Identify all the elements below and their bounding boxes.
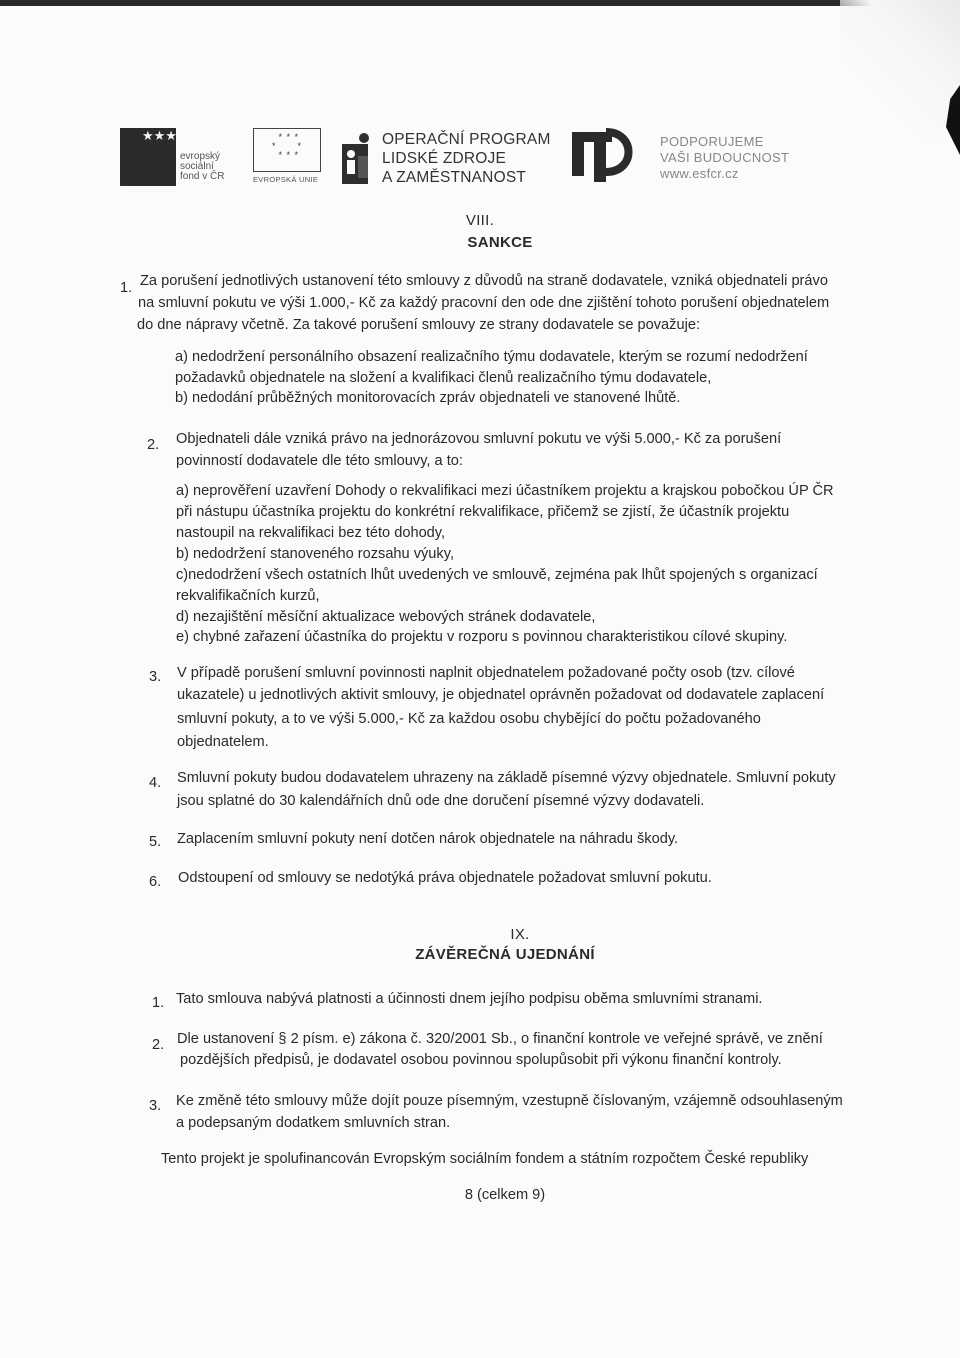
s9-p2-line-2: pozdějších předpisů, je dodavatel osobou povinnou spolupůsobit při výkonu finanční kontroly.: [180, 1052, 782, 1068]
s8-p3-line-4: objednatelem.: [177, 734, 269, 750]
s8-p2-line-1: Objednateli dále vzniká právo na jednorázovou smluvní pokutu ve výši 5.000,- Kč za porušení: [176, 431, 782, 447]
s8-p2-item-a: a) neprověření uzavření Dohody o rekvalifikaci mezi účastníkem projektu a krajskou pobočkou ÚP ČR: [176, 483, 834, 499]
esf-logo: [120, 128, 240, 194]
s8-p1-number: 1.: [120, 280, 133, 296]
eu-label: EVROPSKÁ UNIE: [253, 175, 319, 184]
esf-stars-icon: ★★★: [142, 128, 177, 143]
s8-p2-item-a-cont-1: při nástupu účastníka projektu do konkrétní rekvalifikace, přičemž se zjistí, že účastník projektu: [176, 504, 790, 520]
s8-p2-item-c-cont: rekvalifikačních kurzů,: [176, 588, 320, 604]
s9-p3-line-1: Ke změně této smlouvy může dojít pouze písemným, vzestupně číslovaným, vzájemně odsouhlaseným: [176, 1093, 843, 1109]
op-people-icon: [342, 132, 372, 184]
op-program-title: [382, 130, 551, 187]
section-8-number: VIII.: [465, 212, 495, 229]
support-url: www.esfcr.cz: [660, 166, 739, 181]
eu-flag: [253, 128, 321, 172]
s8-p2-item-b: b) nedodržení stanoveného rozsahu výuky,: [176, 546, 454, 562]
s8-p2-item-d: d) nezajištění měsíční aktualizace webových stránek dodavatele,: [176, 609, 596, 625]
s9-p2-number: 2.: [152, 1037, 165, 1053]
esf-subtitle: [180, 152, 224, 182]
section-9-number: IX.: [510, 926, 530, 943]
support-slogan: [660, 134, 789, 182]
s8-p4-line-1: Smluvní pokuty budou dodavatelem uhrazeny na základě písemné výzvy objednatele. Smluvní pokuty: [177, 770, 836, 786]
s8-p2-line-2: povinností dodavatele dle této smlouvy, a to:: [176, 453, 463, 469]
s9-p1-line-1: Tato smlouva nabývá platnosti a účinnosti dnem jejího podpisu oběma smluvními stranami.: [176, 991, 763, 1007]
s8-p3-number: 3.: [149, 669, 162, 685]
s9-p1-number: 1.: [152, 995, 165, 1011]
s8-p4-number: 4.: [149, 775, 162, 791]
op-line-3: A ZAMĚSTNANOST: [382, 169, 527, 186]
s8-p3-line-2: ukazatele) u jednotlivých aktivit smlouvy, je objednatel oprávněn požadovat od dodavatele zaplacení: [177, 687, 825, 703]
page-fold-shadow: [840, 0, 960, 140]
op-line-1: OPERAČNÍ PROGRAM: [382, 131, 551, 148]
cofinance-note: Tento projekt je spolufinancován Evropským sociálním fondem a státním rozpočtem České republiky: [161, 1151, 809, 1167]
section-9-title: ZÁVĚREČNÁ UJEDNÁNÍ: [415, 946, 595, 963]
s8-p3-line-3: smluvní pokuty, a to ve výši 5.000,- Kč za každou osobu chybějící do počtu požadovaného: [177, 711, 761, 727]
s9-p3-line-2: a podepsaným dodatkem smluvních stran.: [176, 1115, 451, 1131]
s9-p2-line-1: Dle ustanovení § 2 písm. e) zákona č. 320/2001 Sb., o finanční kontrole ve veřejné správě, ve znění: [177, 1031, 823, 1047]
esf-logo-letters: esf: [122, 150, 174, 194]
page-number: 8 (celkem 9): [464, 1187, 546, 1203]
s8-p1-item-b: b) nedodání průběžných monitorovacích zpráv objednateli ve stanovené lhůtě.: [175, 390, 681, 406]
s8-p2-number: 2.: [147, 437, 160, 453]
s8-p1-item-a-cont: požadavků objednatele na složení a kvalifikaci členů realizačního týmu dodavatele,: [175, 370, 712, 386]
s8-p5-line-1: Zaplacením smluvní pokuty není dotčen nárok objednatele na náhradu škody.: [177, 831, 679, 847]
support-logo-icon: [570, 128, 636, 184]
s8-p6-number: 6.: [149, 874, 162, 890]
op-line-2: LIDSKÉ ZDROJE: [382, 150, 507, 167]
s8-p2-item-a-cont-2: nastoupil na rekvalifikaci bez této dohody,: [176, 525, 446, 541]
s9-p3-number: 3.: [149, 1098, 162, 1114]
s8-p1-item-a: a) nedodržení personálního obsazení realizačního týmu dodavatele, kterým se rozumí nedodržení: [175, 349, 808, 365]
s8-p1-line-1: Za porušení jednotlivých ustanovení této smlouvy z důvodů na straně dodavatele, vzniká objednateli právo: [140, 273, 828, 289]
support-line-2: VAŠI BUDOUCNOST: [660, 150, 790, 165]
esf-sub-line-3: fond v ČR: [180, 171, 225, 182]
eu-stars-icon: * * * * * * * *: [272, 132, 303, 160]
s8-p1-line-2: na smluvní pokutu ve výši 1.000,- Kč za každý pracovní den ode dne zjištění tohoto porušení objednatelem: [138, 295, 830, 311]
s8-p1-line-3: do dne nápravy včetně. Za takové porušení smlouvy ze strany dodavatele se považuje:: [137, 317, 700, 333]
esf-sub-line-1: evropský: [180, 151, 221, 162]
s8-p3-line-1: V případě porušení smluvní povinnosti naplnit objednatelem požadované počty osob (tzv. cílové: [177, 665, 795, 681]
s8-p6-line-1: Odstoupení od smlouvy se nedotýká práva objednatele požadovat smluvní pokutu.: [178, 870, 712, 886]
logo-bar: [120, 118, 820, 198]
scan-top-edge: [0, 0, 960, 6]
s8-p2-item-c: c)nedodržení všech ostatních lhůt uvedených ve smlouvě, zejména pak lhůt spojených s organizací: [176, 567, 818, 583]
section-8-title: SANKCE: [467, 234, 533, 251]
s8-p2-item-e: e) chybné zařazení účastníka do projektu v rozporu s povinnou charakteristikou cílové skupiny.: [176, 629, 788, 645]
s8-p4-line-2: jsou splatné do 30 kalendářních dnů ode dne doručení písemné výzvy dodavateli.: [177, 793, 705, 809]
esf-sub-line-2: sociální: [180, 161, 214, 172]
s8-p5-number: 5.: [149, 834, 162, 850]
support-line-1: PODPORUJEME: [660, 134, 764, 149]
